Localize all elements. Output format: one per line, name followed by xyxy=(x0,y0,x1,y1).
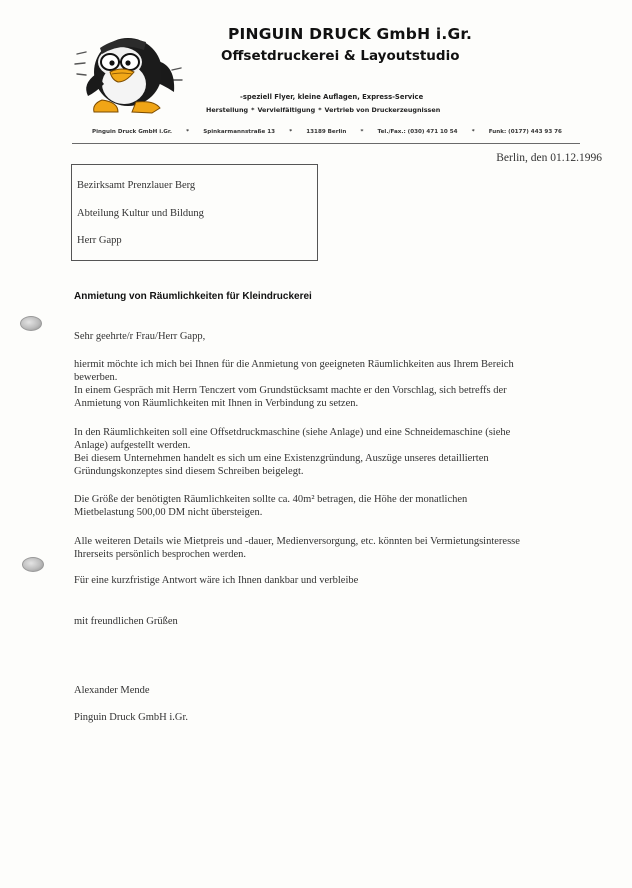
sender-city: 13189 Berlin xyxy=(306,129,347,135)
sender-mobile: Funk: (0177) 443 93 76 xyxy=(488,129,562,135)
paragraph-line: Für eine kurzfristige Antwort wäre ich Ihnen dankbar und verbleibe xyxy=(74,575,359,586)
separator-star: * xyxy=(318,106,322,114)
paragraph-line: Die Größe der benötigten Räumlichkeiten sollte ca. 40m² betragen, die Höhe der monatlichen xyxy=(74,494,468,505)
header-divider xyxy=(72,143,580,144)
punch-hole xyxy=(20,316,42,331)
letter-subject: Anmietung von Räumlichkeiten für Kleindruckerei xyxy=(74,291,312,302)
separator-star: * xyxy=(251,106,255,114)
sender-company: Pinguin Druck GmbH i.Gr. xyxy=(92,129,172,135)
services-special: -speziell Flyer, kleine Auflagen, Express-Service xyxy=(240,93,424,101)
paragraph-4 xyxy=(74,535,584,561)
sender-phone: Tel./Fax.: (030) 471 10 54 xyxy=(377,129,458,135)
paragraph-line: In einem Gespräch mit Herrn Tenczert vom Grundstücksamt machte er den Vorschlag, sich betreffs der xyxy=(74,385,507,396)
service-item: Vervielfältigung xyxy=(257,106,316,114)
punch-hole xyxy=(22,557,44,572)
signer-name: Alexander Mende xyxy=(74,685,150,696)
paragraph-line: Mietbelastung 500,00 DM nicht übersteigen. xyxy=(74,507,263,518)
paragraph-line: Alle weiteren Details wie Mietpreis und -dauer, Medienversorgung, etc. könnten bei Vermietungsinteresse xyxy=(74,536,520,547)
paragraph-line: Ihrerseits persönlich besprochen werden. xyxy=(74,549,247,560)
recipient-line-2: Abteilung Kultur und Bildung xyxy=(77,208,204,219)
salutation xyxy=(74,330,584,343)
company-tagline: Offsetdruckerei & Layoutstudio xyxy=(221,48,460,64)
service-item: Vertrieb von Druckerzeugnissen xyxy=(324,106,441,114)
paragraph-line: Gründungskonzeptes sind diesem Schreiben beigelegt. xyxy=(74,466,304,477)
closing xyxy=(74,615,584,628)
paragraph-5 xyxy=(74,574,584,587)
signature-name xyxy=(74,684,584,697)
recipient-address-box xyxy=(71,164,318,261)
closing-text: mit freundlichen Grüßen xyxy=(74,616,178,627)
services-line xyxy=(206,106,440,114)
service-item: Herstellung xyxy=(206,106,249,114)
company-name: PINGUIN DRUCK GmbH i.Gr. xyxy=(228,25,473,43)
signer-company: Pinguin Druck GmbH i.Gr. xyxy=(74,712,189,723)
paragraph-1 xyxy=(74,358,584,410)
salutation-text: Sehr geehrte/r Frau/Herr Gapp, xyxy=(74,331,206,342)
paragraph-3 xyxy=(74,493,584,519)
recipient-line-3: Herr Gapp xyxy=(77,235,122,246)
paragraph-line: bewerben. xyxy=(74,372,118,383)
letter-date: Berlin, den 01.12.1996 xyxy=(496,152,602,164)
separator-star: * xyxy=(471,129,475,135)
separator-star: * xyxy=(186,129,190,135)
paragraph-line: Anlage) aufgestellt werden. xyxy=(74,440,191,451)
paragraph-line: In den Räumlichkeiten soll eine Offsetdruckmaschine (siehe Anlage) und eine Schneidemaschine (siehe xyxy=(74,427,511,438)
recipient-line-1: Bezirksamt Prenzlauer Berg xyxy=(77,180,196,191)
paragraph-line: Anmietung von Räumlichkeiten mit Ihnen in Verbindung zu setzen. xyxy=(74,398,359,409)
paragraph-2 xyxy=(74,426,584,478)
sender-address-line xyxy=(92,129,562,135)
sender-street: Spinkarmannstraße 13 xyxy=(203,129,276,135)
paragraph-line: hiermit möchte ich mich bei Ihnen für die Anmietung von geeigneten Räumlichkeiten aus Ihrem Bereich xyxy=(74,359,514,370)
signature-company xyxy=(74,711,584,724)
separator-star: * xyxy=(360,129,364,135)
separator-star: * xyxy=(289,129,293,135)
penguin-logo-icon xyxy=(74,22,184,114)
paragraph-line: Bei diesem Unternehmen handelt es sich um eine Existenzgründung, Auszüge unseres detaillierten xyxy=(74,453,489,464)
